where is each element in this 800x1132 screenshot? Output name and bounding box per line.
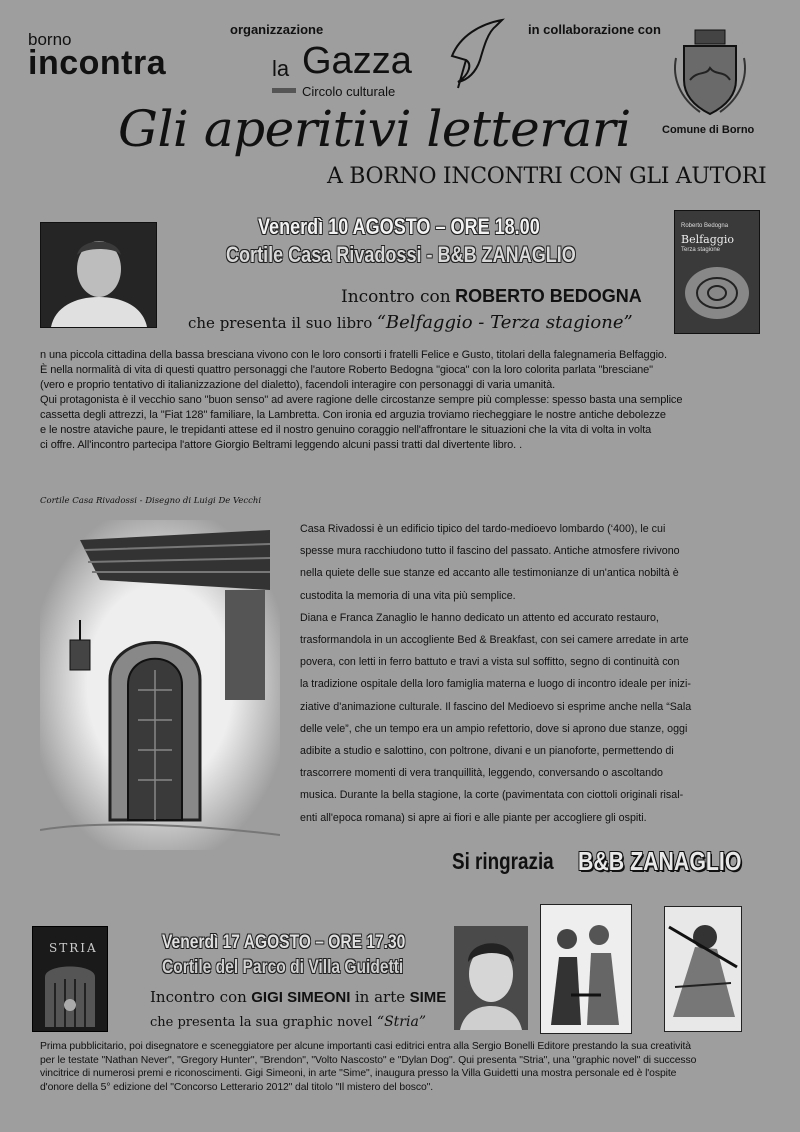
magpie-bird-icon [440,16,510,91]
portrait-icon [41,223,156,327]
event1-incontro-pre: Incontro con [341,287,451,307]
portrait-drawing-icon [454,926,528,1030]
event1-text [40,348,775,453]
borno-coat-of-arms-icon [670,28,750,118]
rivadossi-text [300,518,762,829]
event1-date: Venerdì 10 AGOSTO – ORE 18.00 [258,214,540,239]
belfaggio-book-cover [674,210,760,334]
borno-small-text: borno [28,30,72,49]
rivadossi-line: enti all'epoca romana) si apre ai fiori e alle piante per accogliere gli ospiti. [300,811,647,824]
event2-author: GIGI SIMEONI [251,989,351,1006]
rivadossi-line: spesse mura racchiudono tutto il fascino del passato. Antiche atmosfere rivivono [300,545,680,558]
comune-label: Comune di Borno [662,124,755,136]
roberto-bedogna-photo [40,222,157,328]
gazza-la: la [272,56,290,81]
la-gazza-logo [272,38,492,108]
rivadossi-line: povera, con letti in ferro battuto e travi a vista sul soffitto, segno di continuità con [300,656,680,669]
stria-cover-art-icon [33,927,107,1031]
thanks-name: B&B ZANAGLIO [578,846,742,876]
book-cover-art-icon [675,211,759,333]
event1-place: Cortile Casa Rivadossi - B&B ZANAGLIO [226,242,576,267]
event2-text [40,1040,780,1094]
event2-book: “Stria” [376,1014,426,1030]
stria-book-cover [32,926,108,1032]
comic-drawing-icon [541,905,631,1033]
title-script: Gli aperitivi letterari [118,100,631,158]
event1-text-line: È nella normalità di vita di questi quattro personaggi che l'autore Roberto Bedogna "gioca" con la loro colorita parlata "bresciane" [40,364,653,376]
event1-text-line: e le nostre ataviche paure, le trepidanti attese ed il nostro genuino coraggio nell'affrontare le situazioni che la vita di volta in volta [40,424,652,436]
gazza-name: Gazza [302,40,412,82]
book-cover-title: Belfaggio [681,233,734,246]
event2-arte-pre: in arte [354,988,406,1006]
courtyard-drawing-icon [40,520,280,850]
rivadossi-line: Casa Rivadossi è un edificio tipico del tardo-medioevo lombardo (‘400), le cui [300,523,666,535]
drawing-caption: Cortile Casa Rivadossi - Disegno di Luigi De Vecchi [40,496,262,506]
event1-incontro [341,286,642,307]
event1-presenta [188,312,633,333]
book-cover-sub: Terza stagione [681,247,721,253]
event1-book: “Belfaggio - Terza stagione” [376,312,633,333]
gigi-simeoni-portrait [454,926,528,1030]
comic-page-2 [664,906,742,1032]
rivadossi-line: adibite a studio e salottino, con poltrone, divani e un pianoforte, permettendo di [300,745,674,758]
event2-incontro [150,988,446,1007]
event2-text-line: vincitrice di numerosi premi e riconoscimenti. Gigi Simeoni, in arte "Sime", inaugura presso la Villa Guidetti una mostra personale ed è l'ospite [40,1068,677,1080]
event2-text-line: Prima pubblicitario, poi disegnatore e sceneggiatore per alcune importanti casi editrici entra alla Sergio Bonelli Editore prestando la sua creatività [40,1041,691,1052]
thanks-pre: Si ringrazia [452,848,554,874]
event2-presenta-pre: che presenta la sua graphic novel [150,1015,373,1030]
event2-arte: SIME [409,989,447,1006]
rivadossi-line: nella quiete delle sue stanze ed accanto alle testimonianze di un'antica nobiltà è [300,567,679,580]
title-subtitle: A BORNO INCONTRI CON GLI AUTORI [327,164,767,189]
rivadossi-line: delle vele”, che un tempo era un ampio refettorio, dove si aprono due stanze, oggi [300,722,688,735]
rivadossi-line: trascorrere momenti di vera tranquillità, leggendo, conversando o ascoltando [300,767,663,780]
event1-text-line: (vero e proprio tentativo di italianizzazione del dialetto), facendoli interagire con personaggi di varia umanità. [40,379,556,391]
casa-rivadossi-drawing [40,520,280,850]
collab-label: in collaborazione con [528,22,661,37]
rivadossi-line: trasformandola in un accogliente Bed & Breakfast, con sei camere arredate in arte [300,634,689,647]
borno-big-text: incontra [28,44,167,82]
event2-incontro-pre: Incontro con [150,988,247,1006]
event1-presenta-pre: che presenta il suo libro [188,314,373,332]
rivadossi-line: Diana e Franca Zanaglio le hanno dedicato un attento ed accurato restauro, [300,611,659,624]
event2-text-line: d'onore della 5° edizione del "Concorso Letterario 2012" dal titolo "Il mistero del bosco". [40,1081,434,1093]
stria-cover-title: STRIA [49,941,98,955]
org-label: organizzazione [230,22,324,37]
book-cover-author: Roberto Bedogna [681,223,729,229]
comic-drawing-icon [665,907,741,1031]
event1-text-line: cassetta degli attrezzi, la "Fiat 128" familiare, la Lambretta. Con ironia ed arguzia troviamo riecheggiare le nostre antiche debolezze [40,409,666,421]
event2-place: Cortile del Parco di Villa Guidetti [162,957,404,978]
thanks-line [452,846,742,876]
rivadossi-line: musica. Durante la bella stagione, la corte (pavimentata con ciottoli originali risal- [300,789,684,802]
event1-text-line: n una piccola cittadina della bassa bresciana vivono con le loro consorti i fratelli Felice e Gusto, titolari della falegnameria Belfaggio. [40,349,667,361]
event2-presenta [150,1013,426,1031]
rivadossi-line: custodita la memoria di una vita più semplice. [300,589,516,602]
event2-text-line: per le testate "Nathan Never", "Gregory Hunter", "Brendon", "Volto Nascosto" e "Dylan Dog". Qui presenta "Stria", una "graphic novel" di successo [40,1054,697,1066]
gazza-bar [272,88,296,93]
borno-incontra-logo [28,30,218,80]
event2-date: Venerdì 17 AGOSTO – ORE 17.30 [162,932,406,953]
rivadossi-line: ziative d'animazione culturale. Il fascino del Medioevo si esprime anche nella “Sala [300,700,692,713]
comic-page-1 [540,904,632,1034]
event1-text-line: Qui protagonista è il vecchio sano "buon senso" ad avere ragione delle circostanze sempre più complesse: spesso basta una semplice [40,394,683,406]
event1-text-line: ci offre. All'incontro partecipa l'attore Giorgio Beltrami leggendo alcuni passi tratti dal divertente libro. . [40,439,523,451]
rivadossi-line: la tradizione ospitale della loro famiglia materna e luogo di incontro ideale per inizi- [300,678,691,691]
gazza-sub: Circolo culturale [302,84,396,99]
event1-author: ROBERTO BEDOGNA [455,286,642,306]
